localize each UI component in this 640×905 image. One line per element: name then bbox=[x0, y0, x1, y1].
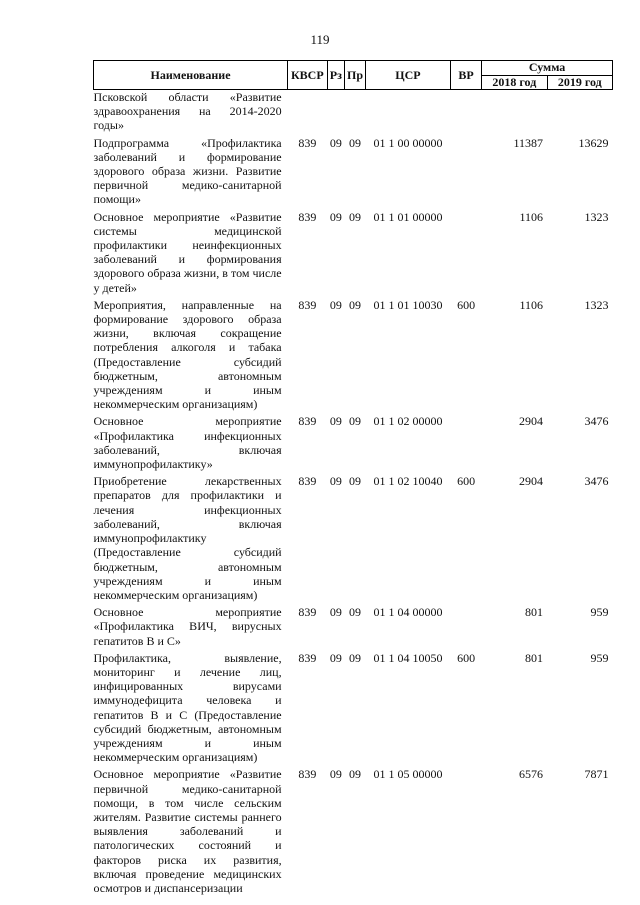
row-kvsr-cell: 839 bbox=[298, 297, 317, 312]
table-row bbox=[94, 210, 613, 298]
row-kvsr-cell: 839 bbox=[298, 474, 317, 489]
row-kvsr-cell bbox=[288, 90, 327, 136]
row-name-cell: Основное мероприятие «Профилактика инфекционных заболеваний, включая иммунопрофилактику» bbox=[93, 414, 282, 472]
row-vr-cell: 600 bbox=[457, 650, 476, 665]
header-year-2018: 2018 год bbox=[482, 75, 547, 90]
row-sum-2018-cell: 11387 bbox=[513, 135, 544, 150]
row-sum-2018-cell: 801 bbox=[525, 650, 544, 665]
row-csr-cell: 01 1 02 10040 bbox=[373, 474, 443, 489]
row-rz-cell: 09 bbox=[329, 135, 342, 150]
row-rz-cell: 09 bbox=[329, 414, 342, 429]
table-header bbox=[94, 61, 613, 90]
row-vr-cell: 600 bbox=[457, 297, 476, 312]
row-name-cell: Мероприятия, направленные на формирование здорового образа жизни, включая сокращение потребления алкоголя и табака (Предоставление субсидий бюджетным, автономным учреждениям и иным некоммерческим организациям) bbox=[93, 297, 282, 412]
row-kvsr-cell: 839 bbox=[298, 209, 317, 224]
row-csr-cell: 01 1 00 00000 bbox=[373, 135, 443, 150]
row-pr-cell: 09 bbox=[349, 209, 362, 224]
table-row bbox=[94, 136, 613, 210]
row-sum-2018-cell bbox=[482, 90, 547, 136]
row-name-cell: Профилактика, выявление, мониторинг и лечение лиц, инфицированных вирусами иммунодефицита человека и гепатитов В и С (Предоставление субсидий бюджетным, автономным учреждениям и иным некоммерческим организациям) bbox=[93, 650, 282, 765]
row-sum-2019-cell: 3476 bbox=[584, 414, 609, 429]
row-name-cell: Основное мероприятие «Развитие системы медицинской профилактики неинфекционных заболеваний и формирования здорового образа жизни, в том числе у детей» bbox=[93, 209, 282, 295]
row-kvsr-cell: 839 bbox=[298, 650, 317, 665]
row-sum-2019-cell bbox=[547, 90, 612, 136]
table-row bbox=[94, 90, 613, 136]
row-sum-2018-cell: 2904 bbox=[519, 414, 544, 429]
header-csr: ЦСР bbox=[365, 61, 450, 90]
row-vr-cell bbox=[451, 767, 482, 898]
table-row bbox=[94, 605, 613, 651]
row-csr-cell bbox=[365, 90, 450, 136]
header-rz: Рз bbox=[327, 61, 345, 90]
row-vr-cell: 600 bbox=[457, 474, 476, 489]
row-sum-2019-cell: 13629 bbox=[578, 135, 609, 150]
row-pr-cell: 09 bbox=[349, 650, 362, 665]
row-name-cell: Основное мероприятие «Профилактика ВИЧ, вирусных гепатитов В и С» bbox=[93, 605, 282, 648]
row-kvsr-cell: 839 bbox=[298, 135, 317, 150]
row-csr-cell: 01 1 04 00000 bbox=[373, 605, 443, 620]
header-kvsr: КВСР bbox=[288, 61, 327, 90]
table-row bbox=[94, 414, 613, 474]
table-row bbox=[94, 651, 613, 768]
row-sum-2018-cell: 2904 bbox=[519, 474, 544, 489]
row-rz-cell: 09 bbox=[329, 474, 342, 489]
row-sum-2019-cell: 959 bbox=[590, 650, 609, 665]
row-sum-2019-cell: 7871 bbox=[584, 767, 609, 782]
table-body bbox=[94, 90, 613, 899]
row-pr-cell: 09 bbox=[349, 297, 362, 312]
table-row bbox=[94, 298, 613, 415]
row-vr-cell bbox=[451, 136, 482, 210]
row-name-cell: Основное мероприятие «Развитие первичной медико-санитарной помощи, в том числе сельским жителям. Развитие системы раннего выявления заболеваний и патологических состояний и факторов риска их развития, включая проведение медицинских осмотров и диспансеризации bbox=[93, 767, 282, 895]
row-csr-cell: 01 1 02 00000 bbox=[373, 414, 443, 429]
row-pr-cell: 09 bbox=[349, 605, 362, 620]
table-row bbox=[94, 767, 613, 898]
header-year-2019: 2019 год bbox=[547, 75, 612, 90]
row-csr-cell: 01 1 04 10050 bbox=[373, 650, 443, 665]
row-pr-cell: 09 bbox=[349, 767, 362, 782]
row-vr-cell bbox=[451, 210, 482, 298]
row-vr-cell bbox=[451, 605, 482, 651]
row-csr-cell: 01 1 01 00000 bbox=[373, 209, 443, 224]
row-pr-cell bbox=[345, 90, 366, 136]
row-sum-2019-cell: 959 bbox=[590, 605, 609, 620]
row-sum-2019-cell: 1323 bbox=[584, 297, 609, 312]
header-pr: Пр bbox=[345, 61, 366, 90]
page-number: 119 bbox=[310, 32, 330, 47]
row-name-cell: Подпрограмма «Профилактика заболеваний и формирование здорового образа жизни. Развитие первичной медико-санитарной помощи» bbox=[93, 135, 282, 207]
row-sum-2018-cell: 1106 bbox=[519, 209, 544, 224]
header-sum: Сумма bbox=[482, 61, 613, 76]
row-sum-2018-cell: 801 bbox=[525, 605, 544, 620]
row-pr-cell: 09 bbox=[349, 135, 362, 150]
row-rz-cell: 09 bbox=[329, 605, 342, 620]
row-name-cell: Приобретение лекарственных препаратов для профилактики и лечения инфекционных заболеваний, включая иммунопрофилактику (Предоставление субсидий бюджетным, автономным учреждениям и иным некоммерческим организациям) bbox=[93, 474, 282, 602]
row-vr-cell bbox=[451, 90, 482, 136]
row-rz-cell: 09 bbox=[329, 767, 342, 782]
row-rz-cell: 09 bbox=[329, 297, 342, 312]
row-pr-cell: 09 bbox=[349, 414, 362, 429]
row-name-cell: Псковской области «Развитие здравоохранения на 2014-2020 годы» bbox=[93, 90, 282, 133]
row-kvsr-cell: 839 bbox=[298, 414, 317, 429]
budget-table bbox=[93, 60, 613, 898]
row-csr-cell: 01 1 05 00000 bbox=[373, 767, 443, 782]
row-sum-2019-cell: 3476 bbox=[584, 474, 609, 489]
row-rz-cell: 09 bbox=[329, 650, 342, 665]
row-vr-cell bbox=[451, 414, 482, 474]
table-row bbox=[94, 474, 613, 605]
row-sum-2018-cell: 6576 bbox=[519, 767, 544, 782]
row-pr-cell: 09 bbox=[349, 474, 362, 489]
row-kvsr-cell: 839 bbox=[298, 605, 317, 620]
row-csr-cell: 01 1 01 10030 bbox=[373, 297, 443, 312]
header-vr: ВР bbox=[451, 61, 482, 90]
row-sum-2019-cell: 1323 bbox=[584, 209, 609, 224]
row-rz-cell: 09 bbox=[329, 209, 342, 224]
row-sum-2018-cell: 1106 bbox=[519, 297, 544, 312]
header-name: Наименование bbox=[94, 61, 288, 90]
row-rz-cell bbox=[327, 90, 345, 136]
row-kvsr-cell: 839 bbox=[298, 767, 317, 782]
